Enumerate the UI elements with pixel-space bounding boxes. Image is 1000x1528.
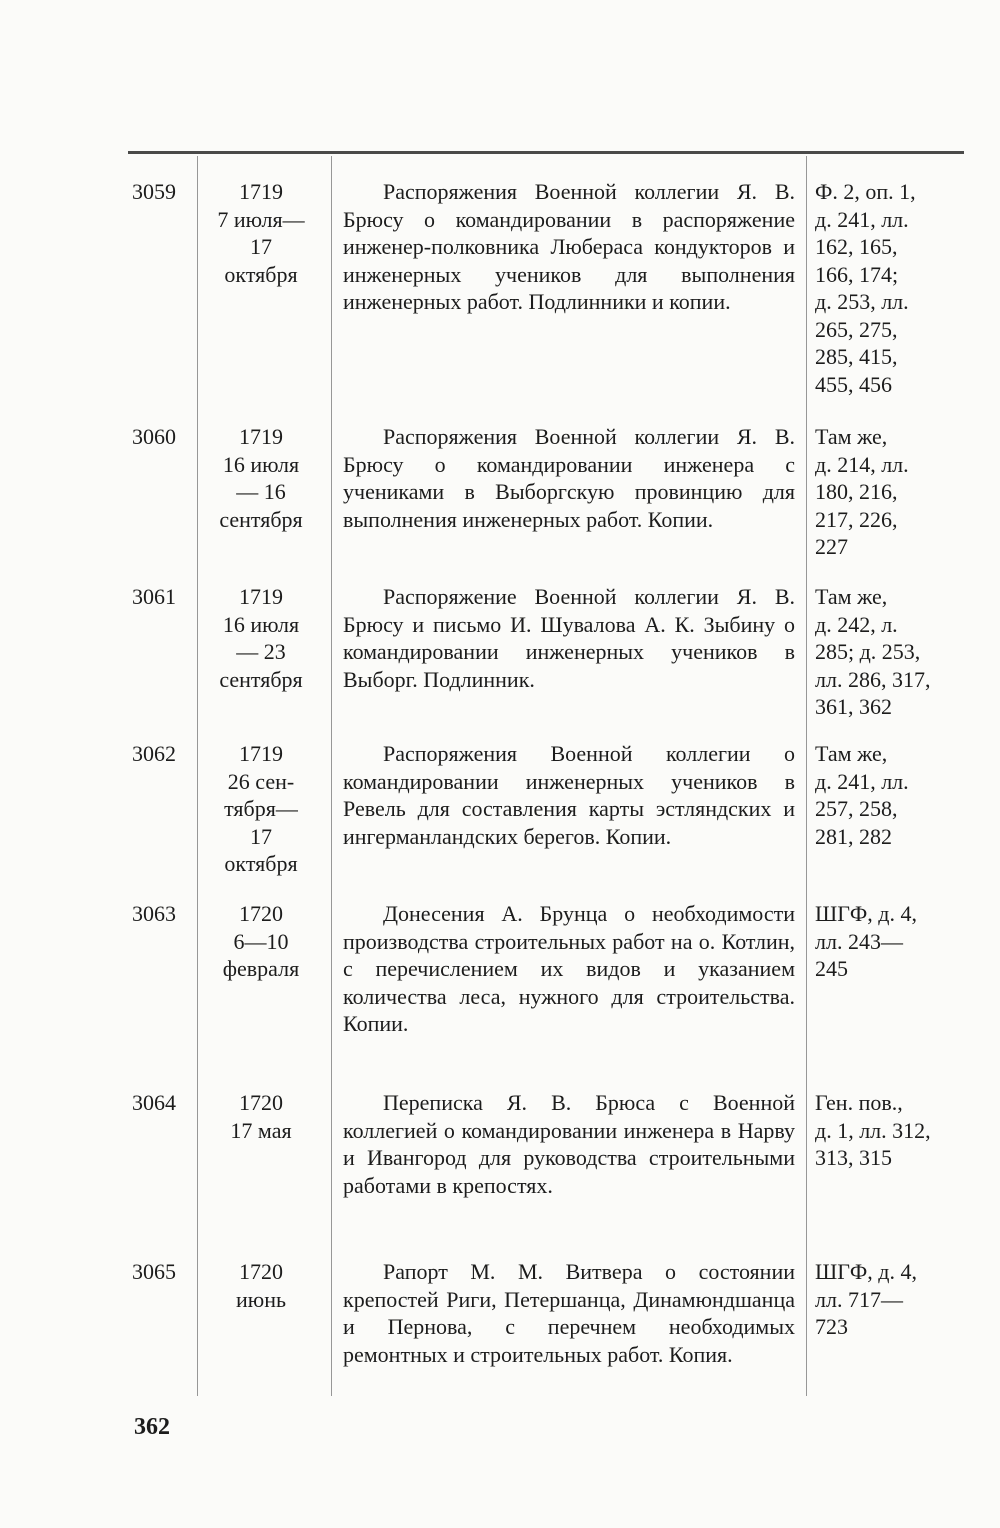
entry-date: 1719 16 июля — 23 сентября [219, 584, 303, 692]
entry-reference: ШГФ, д. 4, лл. 243— 245 [815, 901, 917, 981]
entry-description: Распоряжение Военной коллегии Я. В. Брюсу и письмо И. Шувалова А. К. Зыбину о командировании инженерных учеников в Выборг. Подлинник. [343, 584, 795, 692]
entry-number: 3065 [132, 1259, 176, 1284]
entry-number: 3064 [132, 1090, 176, 1115]
entry-number: 3062 [132, 741, 176, 766]
entry-number: 3061 [132, 584, 176, 609]
entry-description: Донесения А. Брунца о необходимости производства строительных работ на о. Котлин, с перечислением их видов и указанием количества леса, нужного для строительства. Копии. [343, 901, 795, 1036]
entry-description: Распоряжения Военной коллегии Я. В. Брюсу о командировании в распоряжение инженер-полковника Любераса кондукторов и инженерных учеников для выполнения инженерных работ. Подлинники и копии. [343, 179, 795, 314]
entry-date: 1719 26 сен- тября— 17 октября [224, 741, 298, 876]
entry-reference: Там же, д. 214, лл. 180, 216, 217, 226, 227 [815, 424, 909, 559]
entry-reference: Ф. 2, оп. 1, д. 241, лл. 162, 165, 166, 174; д. 253, лл. 265, 275, 285, 415, 455, 456 [815, 179, 916, 397]
entry-date: 1719 16 июля — 16 сентября [219, 424, 303, 532]
entry-description: Переписка Я. В. Брюса с Военной коллегией о командировании инженера в Нарву и Ивангород для руководства строительными работами в крепостях. [343, 1090, 795, 1198]
entry-date: 1720 июнь [235, 1259, 286, 1312]
entry-date: 1720 6—10 февраля [222, 901, 300, 981]
top-rule [128, 151, 964, 154]
entry-number: 3063 [132, 901, 176, 926]
column-divider-3 [806, 156, 807, 1396]
page-number: 362 [134, 1414, 170, 1440]
column-divider-2 [331, 156, 332, 1396]
entry-reference: ШГФ, д. 4, лл. 717— 723 [815, 1259, 917, 1339]
entry-reference: Там же, д. 242, л. 285; д. 253, лл. 286, 317, 361, 362 [815, 584, 931, 719]
entry-number: 3059 [132, 179, 176, 204]
entry-description: Распоряжения Военной коллегии о командировании инженерных учеников в Ревель для составления карты эстляндских и ингерманландских берегов. Копии. [343, 741, 795, 849]
entry-date: 1719 7 июля— 17 октября [217, 179, 305, 287]
entry-number: 3060 [132, 424, 176, 449]
entry-description: Распоряжения Военной коллегии Я. В. Брюсу о командировании инженера с учениками в Выборгскую провинцию для выполнения инженерных работ. Копии. [343, 424, 795, 532]
entry-reference: Ген. пов., д. 1, лл. 312, 313, 315 [815, 1090, 931, 1170]
entry-reference: Там же, д. 241, лл. 257, 258, 281, 282 [815, 741, 909, 849]
entry-description: Рапорт М. М. Витвера о состоянии крепостей Риги, Петершанца, Динамюндшанца и Пернова, с перечнем необходимых ремонтных и строительных работ. Копия. [343, 1259, 795, 1367]
entry-date: 1720 17 мая [230, 1090, 292, 1143]
